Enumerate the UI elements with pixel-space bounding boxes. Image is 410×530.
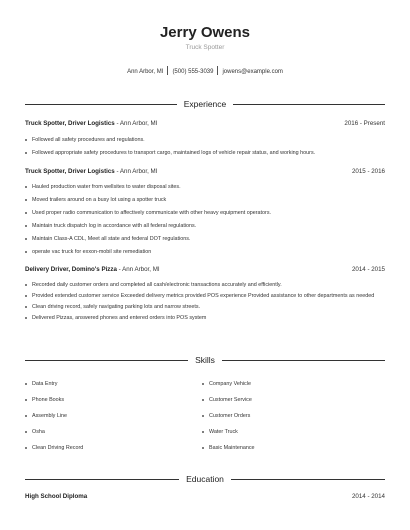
- job-location: - Ann Arbor, MI: [116, 120, 158, 127]
- list-item: Provided extended customer service Exceeded delivery metrics provided POS experience Provided assistance to other departments as needed: [25, 293, 385, 300]
- job-location: - Ann Arbor, MI: [116, 168, 158, 175]
- job-header: [25, 120, 385, 127]
- list-item: Clean driving record, safely navigating parking lots and narrow streets.: [25, 304, 385, 311]
- list-item: Maintain truck dispatch log in accordance with all federal regulations.: [25, 223, 385, 230]
- education-title: Education: [186, 474, 224, 484]
- education-heading: [25, 473, 385, 485]
- heading-rule-left: [25, 360, 188, 361]
- heading-rule-right: [222, 360, 385, 361]
- skill-item: Data Entry: [25, 381, 57, 387]
- skill-item: Osha: [25, 429, 45, 435]
- job-bullets: [25, 184, 385, 256]
- experience-entry: [25, 120, 385, 156]
- skill-item: Company Vehicle: [202, 381, 251, 387]
- list-item: Hauled production water from wellsites to water disposal sites.: [25, 184, 385, 191]
- experience-entry: [25, 168, 385, 256]
- skill-item: Basic Maintenance: [202, 445, 255, 451]
- skill-item: Customer Service: [202, 397, 252, 403]
- skill-item: Customer Orders: [202, 413, 250, 419]
- job-dates: 2014 - 2015: [351, 266, 385, 273]
- job-location: - Ann Arbor, MI: [118, 266, 160, 273]
- list-item: Maintain Class-A CDL, Meet all state and federal DOT regulations.: [25, 236, 385, 243]
- list-item: Delivered Pizzas, answered phones and entered orders into POS system: [25, 315, 385, 322]
- job-header: [25, 168, 385, 175]
- education-header: [25, 493, 385, 500]
- job-dates: 2015 - 2016: [351, 168, 385, 175]
- job-header: [25, 266, 385, 273]
- skills-heading: [25, 354, 385, 366]
- skill-item: Water Truck: [202, 429, 238, 435]
- list-item: Followed all safety procedures and regulations.: [25, 137, 385, 144]
- contact-divider: [167, 66, 168, 75]
- list-item: Moved trailers around on a busy lot using a spotter truck: [25, 197, 385, 204]
- contact-location: Ann Arbor, MI: [127, 69, 164, 75]
- candidate-name: Jerry Owens: [159, 24, 251, 41]
- experience-heading: [25, 98, 385, 110]
- contact-email[interactable]: jowens@example.com: [222, 69, 283, 75]
- experience-entry: [25, 266, 385, 322]
- skill-item: Assembly Line: [25, 413, 67, 419]
- degree-title: High School Diploma: [25, 493, 88, 500]
- job-title: Truck Spotter, Driver Logistics: [25, 168, 115, 175]
- contact-line: [0, 66, 410, 75]
- heading-rule-right: [233, 104, 385, 105]
- job-dates: 2016 - Present: [344, 120, 385, 127]
- skill-item: Phone Books: [25, 397, 64, 403]
- job-bullets: [25, 137, 385, 156]
- list-item: operate vac truck for exxon-mobil site remediation: [25, 249, 385, 256]
- skills-title: Skills: [195, 355, 215, 365]
- contact-divider: [217, 66, 218, 75]
- education-entry: [25, 493, 385, 500]
- job-title: Delivery Driver, Domino's Pizza: [25, 266, 117, 273]
- list-item: Recorded daily customer orders and completed all cash/electronic transactions accurately and efficiently.: [25, 282, 385, 289]
- heading-rule-left: [25, 479, 179, 480]
- list-item: Used proper radio communication to affectively communicate with other heavy equipment operators.: [25, 210, 385, 217]
- skill-item: Clean Driving Record: [25, 445, 83, 451]
- list-item: Followed appropriate safety procedures to transport cargo, maintained logs of vehicle repair status, and working hours.: [25, 150, 385, 157]
- heading-rule-right: [231, 479, 385, 480]
- job-bullets: [25, 282, 385, 322]
- experience-title: Experience: [183, 99, 227, 109]
- job-title: Truck Spotter, Driver Logistics: [25, 120, 115, 127]
- heading-rule-left: [25, 104, 177, 105]
- education-dates: 2014 - 2014: [351, 493, 385, 500]
- candidate-role: Truck Spotter: [185, 44, 225, 51]
- contact-phone: (500) 555-3039: [172, 69, 214, 75]
